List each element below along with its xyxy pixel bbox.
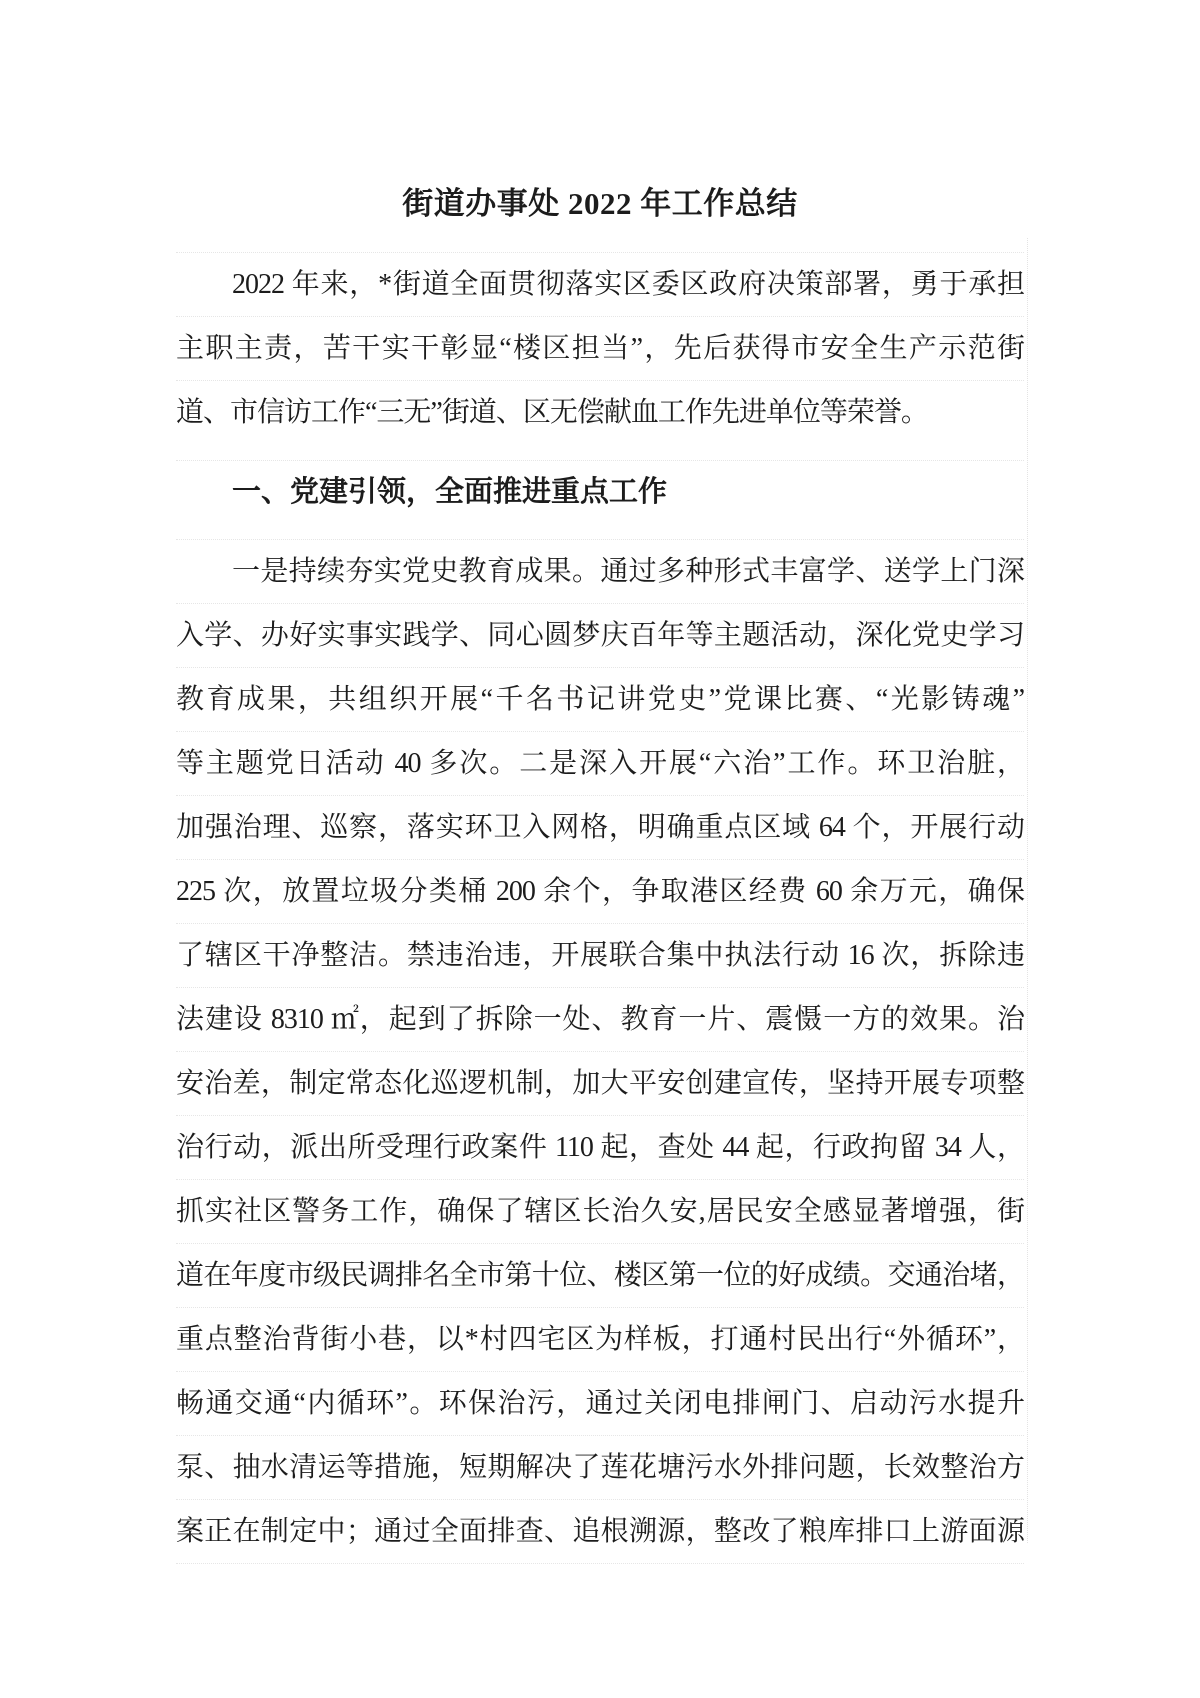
- scan-artifact-line: [176, 1563, 1024, 1564]
- section-heading: 一、党建引领，全面推进重点工作: [176, 460, 1024, 524]
- text-line: 道在年度市级民调排名全市第十位、楼区第一位的好成绩。交通治堵，: [176, 1243, 1024, 1307]
- text-line: 泵、抽水清运等措施，短期解决了莲花塘污水外排问题，长效整治方: [176, 1435, 1024, 1499]
- text-line: 了辖区干净整洁。禁违治违，开展联合集中执法行动 16 次，拆除违: [176, 923, 1024, 987]
- text-line: 主职主责，苦干实干彰显“楼区担当”，先后获得市安全生产示范街: [176, 316, 1024, 380]
- text-line: 入学、办好实事实践学、同心圆梦庆百年等主题活动，深化党史学习: [176, 603, 1024, 667]
- text-line: 重点整治背街小巷，以*村四宅区为样板，打通村民出行“外循环”，: [176, 1307, 1024, 1371]
- text-line: 道、市信访工作“三无”街道、区无偿献血工作先进单位等荣誉。: [176, 380, 1024, 444]
- text-line: 畅通交通“内循环”。环保治污，通过关闭电排闸门、启动污水提升: [176, 1371, 1024, 1435]
- document-title: 街道办事处 2022 年工作总结: [402, 186, 798, 221]
- text-line: 2022 年来，*街道全面贯彻落实区委区政府决策部署，勇于承担: [176, 252, 1024, 316]
- right-margin-guide-line: [1027, 238, 1028, 1543]
- text-line: 法建设 8310 ㎡，起到了拆除一处、教育一片、震慑一方的效果。治: [176, 987, 1024, 1051]
- document-body: [176, 252, 1024, 1564]
- text-line: 案正在制定中；通过全面排查、追根溯源，整改了粮库排口上游面源: [176, 1499, 1024, 1563]
- text-line: 等主题党日活动 40 多次。二是深入开展“六治”工作。环卫治脏，: [176, 731, 1024, 795]
- text-line: 加强治理、巡察，落实环卫入网格，明确重点区域 64 个，开展行动: [176, 795, 1024, 859]
- text-line: 抓实社区警务工作，确保了辖区长治久安,居民安全感显著增强，街: [176, 1179, 1024, 1243]
- text-line: 225 次，放置垃圾分类桶 200 余个，争取港区经费 60 余万元，确保: [176, 859, 1024, 923]
- text-line: 治行动，派出所受理行政案件 110 起，查处 44 起，行政拘留 34 人，: [176, 1115, 1024, 1179]
- text-line: 教育成果，共组织开展“千名书记讲党史”党课比赛、“光影铸魂”: [176, 667, 1024, 731]
- text-line: 安治差，制定常态化巡逻机制，加大平安创建宣传，坚持开展专项整: [176, 1051, 1024, 1115]
- text-line: 一是持续夯实党史教育成果。通过多种形式丰富学、送学上门深: [176, 539, 1024, 603]
